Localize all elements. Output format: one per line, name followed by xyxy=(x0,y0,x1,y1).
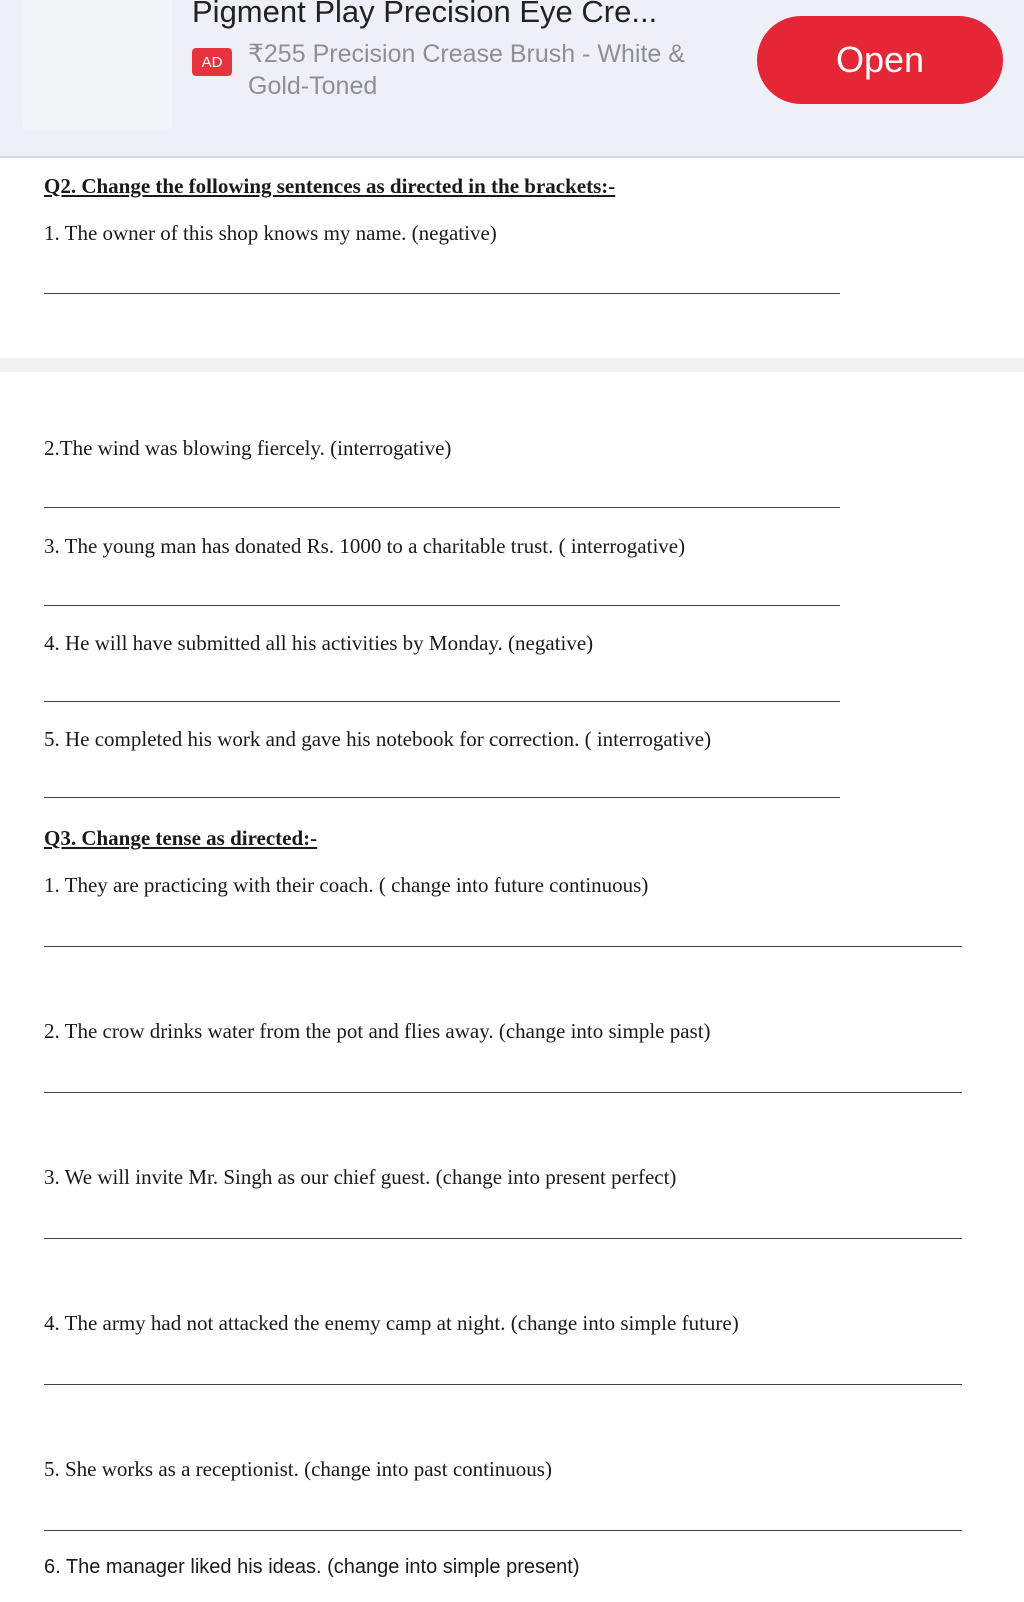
q3-item-4: 4. The army had not attacked the enemy camp at night. (change into simple future) xyxy=(44,1311,739,1335)
ad-banner[interactable] xyxy=(0,0,1024,158)
q3-heading: Q3. Change tense as directed:- xyxy=(44,826,318,850)
answer-line xyxy=(44,1384,962,1385)
q2-item-5: 5. He completed his work and gave his notebook for correction. ( interrogative) xyxy=(44,727,712,751)
q3-item-1: 1. They are practicing with their coach. ( change into future continuous) xyxy=(44,873,649,897)
ad-thumbnail-image[interactable] xyxy=(22,0,172,130)
ad-description[interactable]: ₹255 Precision Crease Brush - White & Gold-Toned xyxy=(248,40,685,100)
q3-item-5: 5. She works as a receptionist. (change into past continuous) xyxy=(44,1457,552,1481)
answer-line xyxy=(44,1238,962,1239)
q2-item-1: 1. The owner of this shop knows my name. (negative) xyxy=(44,221,497,245)
answer-line xyxy=(44,797,840,798)
q3-item-2: 2. The crow drinks water from the pot and flies away. (change into simple past) xyxy=(44,1019,711,1043)
answer-line xyxy=(44,701,840,702)
answer-line xyxy=(44,1530,962,1531)
answer-line xyxy=(44,1092,962,1093)
answer-line xyxy=(44,605,840,606)
page-divider xyxy=(0,358,1024,372)
q3-item-6: 6. The manager liked his ideas. (change into simple present) xyxy=(44,1556,580,1578)
q3-item-3: 3. We will invite Mr. Singh as our chief guest. (change into present perfect) xyxy=(44,1165,677,1189)
q2-item-2: 2.The wind was blowing fiercely. (interrogative) xyxy=(44,436,452,460)
answer-line xyxy=(44,946,962,947)
ad-title[interactable]: Pigment Play Precision Eye Cre... xyxy=(192,0,658,29)
ad-open-button[interactable]: Open xyxy=(757,16,1003,104)
answer-line xyxy=(44,293,840,294)
q2-item-3: 3. The young man has donated Rs. 1000 to a charitable trust. ( interrogative) xyxy=(44,534,686,558)
q2-item-4: 4. He will have submitted all his activities by Monday. (negative) xyxy=(44,631,594,655)
ad-badge: AD xyxy=(192,48,232,76)
answer-line xyxy=(44,507,840,508)
q2-heading: Q2. Change the following sentences as directed in the brackets:- xyxy=(44,174,616,198)
